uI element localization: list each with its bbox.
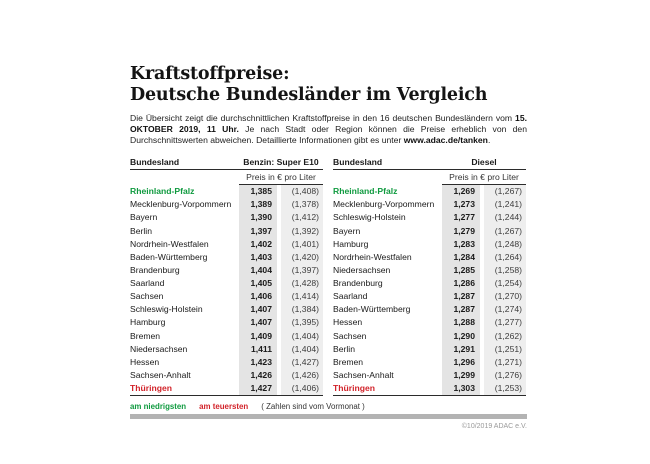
price-current: 1,285	[442, 263, 480, 276]
price-current: 1,303	[442, 382, 480, 395]
intro-text	[130, 113, 527, 147]
bundesland-name: Berlin	[130, 225, 152, 236]
table-row	[333, 263, 526, 276]
table-row	[333, 290, 526, 303]
price-previous-month: (1,258)	[484, 263, 526, 276]
price-current: 1,288	[442, 316, 480, 329]
price-previous-month: (1,404)	[281, 329, 323, 342]
benzin-table-subheader	[130, 170, 323, 185]
price-previous-month: (1,420)	[281, 250, 323, 263]
bundesland-name: Niedersachsen	[333, 264, 391, 275]
price-previous-month: (1,251)	[484, 342, 526, 355]
price-previous-month: (1,267)	[484, 185, 526, 198]
price-previous-month: (1,406)	[281, 382, 323, 395]
intro-part-3: .	[487, 135, 491, 146]
price-current: 1,404	[239, 263, 277, 276]
bundesland-name: Berlin	[333, 343, 355, 354]
price-current: 1,287	[442, 303, 480, 316]
legend-highest: am teuersten	[199, 401, 249, 411]
price-previous-month: (1,404)	[281, 342, 323, 355]
price-current: 1,277	[442, 211, 480, 224]
price-current: 1,389	[239, 198, 277, 211]
table-row	[333, 382, 526, 395]
table-row	[130, 237, 323, 250]
price-previous-month: (1,426)	[281, 368, 323, 381]
bundesland-name: Saarland	[130, 278, 165, 289]
title-line-1: Kraftstoffpreise:	[130, 64, 290, 84]
table-row	[130, 355, 323, 368]
price-current: 1,291	[442, 342, 480, 355]
table-row	[130, 316, 323, 329]
bundesland-name: Sachsen	[130, 291, 164, 302]
title-line-2: Deutsche Bundesländer im Vergleich	[130, 85, 488, 105]
price-previous-month: (1,274)	[484, 303, 526, 316]
legend	[130, 402, 527, 411]
benzin-table	[130, 157, 323, 396]
bundesland-name: Bayern	[333, 225, 361, 236]
bundesland-name: Brandenburg	[130, 264, 180, 275]
bundesland-name: Nordrhein-Westfalen	[333, 251, 412, 262]
intro-part-2: Je nach Stadt oder Region können die Preise erheblich von den Durchschnittswerten abweichen. Detaillierte Informationen gibt es unter	[130, 124, 527, 146]
price-previous-month: (1,270)	[484, 290, 526, 303]
price-previous-month: (1,248)	[484, 237, 526, 250]
price-current: 1,290	[442, 329, 480, 342]
table-row	[130, 198, 323, 211]
table-row	[333, 277, 526, 290]
price-current: 1,390	[239, 211, 277, 224]
price-current: 1,284	[442, 250, 480, 263]
bundesland-name: Sachsen-Anhalt	[333, 370, 394, 381]
price-previous-month: (1,262)	[484, 329, 526, 342]
price-current: 1,299	[442, 368, 480, 381]
price-previous-month: (1,277)	[484, 316, 526, 329]
price-previous-month: (1,395)	[281, 316, 323, 329]
price-previous-month: (1,264)	[484, 250, 526, 263]
page-title	[130, 64, 527, 106]
legend-note: ( Zahlen sind vom Vormonat )	[261, 401, 365, 411]
price-previous-month: (1,401)	[281, 237, 323, 250]
bundesland-name: Hessen	[130, 356, 160, 367]
diesel-table-subheader	[333, 170, 526, 185]
price-current: 1,279	[442, 224, 480, 237]
table-row	[333, 368, 526, 381]
table-row	[130, 185, 323, 198]
bundesland-name: Brandenburg	[333, 278, 383, 289]
table-row	[130, 342, 323, 355]
table-row	[130, 224, 323, 237]
intro-part-1: Die Übersicht zeigt die durchschnittlichen Kraftstoffpreise in den 16 deutschen Bundesländern vom	[130, 113, 516, 123]
price-previous-month: (1,241)	[484, 198, 526, 211]
table-row	[333, 342, 526, 355]
bundesland-name: Hamburg	[333, 238, 369, 249]
bundesland-name: Thüringen	[333, 383, 376, 394]
column-header-bundesland: Bundesland	[333, 156, 383, 167]
legend-lowest: am niedrigsten	[130, 401, 187, 411]
price-previous-month: (1,276)	[484, 368, 526, 381]
price-current: 1,423	[239, 355, 277, 368]
price-previous-month: (1,428)	[281, 277, 323, 290]
diesel-table-header	[333, 157, 526, 170]
table-row	[333, 355, 526, 368]
price-current: 1,409	[239, 329, 277, 342]
price-current: 1,273	[442, 198, 480, 211]
price-current: 1,403	[239, 250, 277, 263]
bundesland-name: Bayern	[130, 212, 158, 223]
table-row	[130, 290, 323, 303]
column-header-fuel: Diesel	[471, 156, 497, 167]
bundesland-name: Niedersachsen	[130, 343, 188, 354]
infographic-sheet	[130, 64, 527, 430]
price-previous-month: (1,414)	[281, 290, 323, 303]
bundesland-name: Hessen	[333, 317, 363, 328]
price-previous-month: (1,408)	[281, 185, 323, 198]
bundesland-name: Saarland	[333, 291, 368, 302]
bundesland-name: Mecklenburg-Vorpommern	[333, 199, 435, 210]
column-header-unit: Preis in € pro Liter	[239, 170, 323, 185]
price-current: 1,287	[442, 290, 480, 303]
table-row	[130, 382, 323, 395]
price-previous-month: (1,378)	[281, 198, 323, 211]
price-previous-month: (1,384)	[281, 303, 323, 316]
table-row	[333, 316, 526, 329]
bundesland-name: Sachsen	[333, 330, 367, 341]
table-row	[333, 198, 526, 211]
price-previous-month: (1,253)	[484, 382, 526, 395]
table-row	[333, 185, 526, 198]
table-row	[130, 303, 323, 316]
intro-url: www.adac.de/tanken	[403, 135, 488, 146]
table-row	[130, 263, 323, 276]
price-current: 1,407	[239, 303, 277, 316]
bundesland-name: Mecklenburg-Vorpommern	[130, 199, 232, 210]
price-current: 1,405	[239, 277, 277, 290]
price-current: 1,411	[239, 342, 277, 355]
price-tables	[130, 157, 527, 396]
bundesland-name: Baden-Württemberg	[130, 251, 208, 262]
price-current: 1,426	[239, 368, 277, 381]
price-current: 1,402	[239, 237, 277, 250]
price-previous-month: (1,254)	[484, 277, 526, 290]
column-header-unit: Preis in € pro Liter	[442, 170, 526, 185]
bundesland-name: Baden-Württemberg	[333, 304, 411, 315]
column-header-fuel: Benzin: Super E10	[243, 156, 319, 167]
price-current: 1,385	[239, 185, 277, 198]
copyright-text: ©10/2019 ADAC e.V.	[461, 422, 527, 430]
price-current: 1,397	[239, 224, 277, 237]
bundesland-name: Sachsen-Anhalt	[130, 370, 191, 381]
table-row	[333, 250, 526, 263]
price-previous-month: (1,244)	[484, 211, 526, 224]
benzin-table-rows	[130, 185, 323, 396]
table-row	[333, 237, 526, 250]
price-previous-month: (1,427)	[281, 355, 323, 368]
table-row	[333, 224, 526, 237]
bundesland-name: Rheinland-Pfalz	[333, 186, 398, 197]
bundesland-name: Rheinland-Pfalz	[130, 186, 195, 197]
bundesland-name: Bremen	[130, 330, 161, 341]
table-row	[333, 303, 526, 316]
diesel-table-rows	[333, 185, 526, 396]
price-current: 1,407	[239, 316, 277, 329]
price-current: 1,296	[442, 355, 480, 368]
table-row	[130, 250, 323, 263]
bundesland-name: Schleswig-Holstein	[333, 212, 406, 223]
price-previous-month: (1,392)	[281, 224, 323, 237]
bundesland-name: Hamburg	[130, 317, 166, 328]
table-row	[333, 329, 526, 342]
price-current: 1,269	[442, 185, 480, 198]
price-previous-month: (1,267)	[484, 224, 526, 237]
price-previous-month: (1,271)	[484, 355, 526, 368]
bundesland-name: Thüringen	[130, 383, 173, 394]
intro-date: 15. OKTOBER 2019, 11 Uhr.	[130, 113, 527, 135]
table-row	[130, 368, 323, 381]
table-row	[130, 329, 323, 342]
diesel-table	[333, 157, 526, 396]
price-previous-month: (1,412)	[281, 211, 323, 224]
bundesland-name: Bremen	[333, 356, 364, 367]
bundesland-name: Schleswig-Holstein	[130, 304, 203, 315]
bundesland-name: Nordrhein-Westfalen	[130, 238, 209, 249]
price-current: 1,283	[442, 237, 480, 250]
price-current: 1,286	[442, 277, 480, 290]
price-current: 1,406	[239, 290, 277, 303]
benzin-table-header	[130, 157, 323, 170]
table-row	[130, 277, 323, 290]
table-row	[130, 211, 323, 224]
column-header-bundesland: Bundesland	[130, 156, 180, 167]
table-row	[333, 211, 526, 224]
divider-bar	[130, 414, 527, 419]
price-current: 1,427	[239, 382, 277, 395]
price-previous-month: (1,397)	[281, 263, 323, 276]
